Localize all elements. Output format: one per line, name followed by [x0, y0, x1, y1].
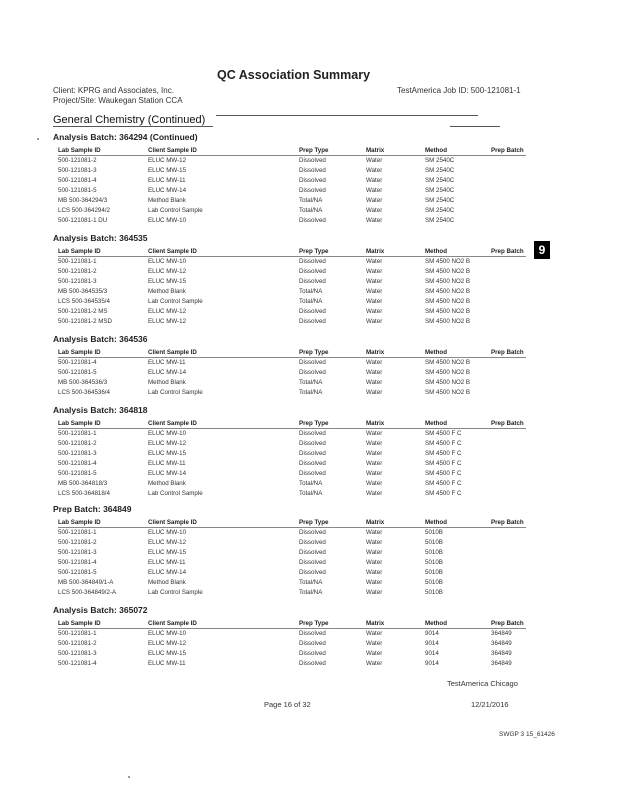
table-cell: Water: [366, 529, 383, 536]
table-cell: SM 4500 NO2 B: [425, 389, 471, 396]
table-cell: SM 2540C: [425, 177, 455, 184]
column-header: Prep Batch: [491, 147, 524, 154]
table-cell: Lab Control Sample: [148, 207, 203, 214]
footer-date: 12/21/2016: [471, 700, 509, 709]
batch-title: Analysis Batch: 364818: [53, 405, 148, 415]
table-cell: ELUC MW-12: [148, 440, 187, 447]
table-cell: Water: [366, 539, 383, 546]
table-cell: Water: [366, 579, 383, 586]
column-header: Client Sample ID: [148, 519, 197, 526]
client-name: Client: KPRG and Associates, Inc.: [53, 86, 174, 95]
table-cell: Dissolved: [299, 660, 326, 667]
column-header: Matrix: [366, 349, 385, 356]
column-header: Method: [425, 147, 447, 154]
table-cell: SM 4500 NO2 B: [425, 308, 471, 315]
table-cell: Dissolved: [299, 217, 326, 224]
table-cell: Dissolved: [299, 369, 326, 376]
table-cell: SM 4500 NO2 B: [425, 278, 471, 285]
table-cell: 500-121081-2: [58, 440, 97, 447]
scan-speck: [37, 138, 39, 140]
table-cell: SM 2540C: [425, 157, 455, 164]
table-cell: Dissolved: [299, 630, 326, 637]
table-cell: Total/NA: [299, 197, 323, 204]
table-cell: ELUC MW-15: [148, 549, 187, 556]
table-cell: Dissolved: [299, 278, 326, 285]
table-cell: Water: [366, 660, 383, 667]
column-header: Prep Type: [299, 420, 329, 427]
footer-lab: TestAmerica Chicago: [447, 679, 518, 688]
table-cell: Total/NA: [299, 288, 323, 295]
table-cell: Water: [366, 559, 383, 566]
column-header: Client Sample ID: [148, 620, 197, 627]
table-cell: Water: [366, 157, 383, 164]
table-cell: ELUC MW-15: [148, 650, 187, 657]
section-title: General Chemistry (Continued): [53, 114, 206, 126]
table-cell: Water: [366, 389, 383, 396]
table-cell: 500-121081-2: [58, 268, 97, 275]
column-header: Method: [425, 519, 447, 526]
table-cell: 364849: [491, 630, 512, 637]
table-cell: Method Blank: [148, 379, 186, 386]
table-cell: 364849: [491, 640, 512, 647]
table-cell: Water: [366, 288, 383, 295]
column-header: Matrix: [366, 420, 385, 427]
table-cell: 500-121081-4: [58, 177, 97, 184]
batch-title: Analysis Batch: 364536: [53, 334, 148, 344]
table-cell: SM 4500 NO2 B: [425, 359, 471, 366]
table-cell: 9014: [425, 650, 439, 657]
table-cell: Dissolved: [299, 640, 326, 647]
column-header: Matrix: [366, 620, 385, 627]
table-cell: Water: [366, 167, 383, 174]
table-cell: ELUC MW-10: [148, 430, 187, 437]
column-header: Matrix: [366, 248, 385, 255]
table-cell: Dissolved: [299, 157, 326, 164]
table-cell: ELUC MW-11: [148, 460, 186, 467]
column-header: Prep Type: [299, 248, 329, 255]
table-cell: Water: [366, 308, 383, 315]
header-rule: [58, 428, 526, 429]
table-cell: Dissolved: [299, 470, 326, 477]
table-cell: 9014: [425, 630, 439, 637]
table-cell: SM 4500 F C: [425, 440, 462, 447]
table-cell: Water: [366, 470, 383, 477]
column-header: Prep Type: [299, 620, 329, 627]
table-cell: Dissolved: [299, 559, 326, 566]
table-cell: 5010B: [425, 549, 443, 556]
table-cell: ELUC MW-12: [148, 308, 187, 315]
section-rule-right: [450, 126, 500, 127]
header-rule: [58, 155, 526, 156]
column-header: Prep Batch: [491, 349, 524, 356]
column-header: Method: [425, 248, 447, 255]
table-cell: LCS 500-364849/2-A: [58, 589, 117, 596]
table-cell: LCS 500-364535/4: [58, 298, 110, 305]
table-cell: MB 500-364535/3: [58, 288, 108, 295]
table-cell: 9014: [425, 640, 439, 647]
batch-title: Analysis Batch: 365072: [53, 605, 148, 615]
table-cell: Total/NA: [299, 579, 323, 586]
table-cell: Dissolved: [299, 539, 326, 546]
table-cell: Water: [366, 197, 383, 204]
table-cell: 364849: [491, 660, 512, 667]
table-cell: 500-121081-3: [58, 167, 97, 174]
table-cell: Lab Control Sample: [148, 490, 203, 497]
table-cell: 500-121081-2 MSD: [58, 318, 113, 325]
table-cell: 500-121081-2: [58, 157, 97, 164]
table-cell: ELUC MW-15: [148, 278, 187, 285]
table-cell: ELUC MW-10: [148, 630, 187, 637]
column-header: Prep Batch: [491, 248, 524, 255]
table-cell: ELUC MW-12: [148, 539, 187, 546]
batch-title: Prep Batch: 364849: [53, 504, 132, 514]
column-header: Matrix: [366, 519, 385, 526]
table-cell: Dissolved: [299, 549, 326, 556]
table-cell: Water: [366, 569, 383, 576]
table-cell: 364849: [491, 650, 512, 657]
table-cell: SM 4500 F C: [425, 450, 462, 457]
table-cell: Total/NA: [299, 389, 323, 396]
table-cell: Dissolved: [299, 460, 326, 467]
table-cell: Dissolved: [299, 318, 326, 325]
project-site: Project/Site: Waukegan Station CCA: [53, 96, 183, 105]
table-cell: 500-121081-5: [58, 369, 97, 376]
table-cell: 5010B: [425, 589, 443, 596]
table-cell: 500-121081-3: [58, 650, 97, 657]
table-cell: 500-121081-2 MS: [58, 308, 108, 315]
section-tab-marker: 9: [534, 241, 550, 259]
table-cell: Dissolved: [299, 177, 326, 184]
footer-page: Page 16 of 32: [264, 700, 311, 709]
table-cell: Method Blank: [148, 197, 186, 204]
table-cell: Dissolved: [299, 650, 326, 657]
table-cell: SM 4500 NO2 B: [425, 298, 471, 305]
table-cell: Water: [366, 480, 383, 487]
table-cell: ELUC MW-10: [148, 529, 187, 536]
table-cell: ELUC MW-12: [148, 318, 187, 325]
table-cell: Dissolved: [299, 167, 326, 174]
column-header: Matrix: [366, 147, 385, 154]
column-header: Client Sample ID: [148, 147, 197, 154]
table-cell: SM 4500 F C: [425, 460, 462, 467]
table-cell: Dissolved: [299, 440, 326, 447]
column-header: Lab Sample ID: [58, 519, 101, 526]
table-cell: SM 4500 NO2 B: [425, 369, 471, 376]
table-cell: MB 500-364818/3: [58, 480, 108, 487]
table-cell: Water: [366, 217, 383, 224]
table-cell: Water: [366, 369, 383, 376]
header-rule: [58, 357, 526, 358]
table-cell: 5010B: [425, 539, 443, 546]
scan-speck: [128, 776, 130, 778]
table-cell: 9014: [425, 660, 439, 667]
table-cell: 500-121081-5: [58, 569, 97, 576]
table-cell: Water: [366, 440, 383, 447]
table-cell: Dissolved: [299, 359, 326, 366]
page-title: QC Association Summary: [217, 68, 371, 82]
table-cell: LCS 500-364294/2: [58, 207, 110, 214]
table-cell: Water: [366, 630, 383, 637]
table-cell: SM 2540C: [425, 217, 455, 224]
column-header: Prep Type: [299, 147, 329, 154]
column-header: Lab Sample ID: [58, 248, 101, 255]
column-header: Method: [425, 620, 447, 627]
table-cell: Water: [366, 187, 383, 194]
table-cell: SM 4500 F C: [425, 470, 462, 477]
table-cell: SM 4500 NO2 B: [425, 318, 471, 325]
table-cell: MB 500-364536/3: [58, 379, 108, 386]
table-cell: 500-121081-3: [58, 278, 97, 285]
table-cell: SM 4500 F C: [425, 490, 462, 497]
table-cell: ELUC MW-11: [148, 660, 186, 667]
table-cell: Total/NA: [299, 490, 323, 497]
header-rule: [58, 527, 526, 528]
table-cell: ELUC MW-14: [148, 187, 187, 194]
table-cell: SM 4500 F C: [425, 430, 462, 437]
table-cell: MB 500-364849/1-A: [58, 579, 114, 586]
column-header: Client Sample ID: [148, 248, 197, 255]
table-cell: 500-121081-1: [58, 529, 97, 536]
table-cell: ELUC MW-12: [148, 157, 187, 164]
table-cell: Dissolved: [299, 187, 326, 194]
table-cell: SM 2540C: [425, 167, 455, 174]
table-cell: SM 2540C: [425, 197, 455, 204]
table-cell: Dissolved: [299, 268, 326, 275]
column-header: Lab Sample ID: [58, 620, 101, 627]
table-cell: Lab Control Sample: [148, 589, 203, 596]
table-cell: Water: [366, 278, 383, 285]
table-cell: Water: [366, 430, 383, 437]
column-header: Prep Type: [299, 519, 329, 526]
table-cell: Dissolved: [299, 529, 326, 536]
table-cell: Lab Control Sample: [148, 389, 203, 396]
table-cell: LCS 500-364818/4: [58, 490, 110, 497]
table-cell: 500-121081-1: [58, 630, 97, 637]
table-cell: Method Blank: [148, 480, 186, 487]
column-header: Client Sample ID: [148, 349, 197, 356]
header-rule: [58, 628, 526, 629]
table-cell: Water: [366, 589, 383, 596]
table-cell: ELUC MW-15: [148, 167, 187, 174]
table-cell: ELUC MW-14: [148, 470, 187, 477]
footer-code: SWGP 3 15_61426: [499, 731, 555, 738]
table-cell: Dissolved: [299, 450, 326, 457]
table-cell: ELUC MW-11: [148, 177, 186, 184]
batch-title: Analysis Batch: 364535: [53, 233, 148, 243]
table-cell: Dissolved: [299, 308, 326, 315]
table-cell: LCS 500-364536/4: [58, 389, 110, 396]
table-cell: SM 4500 F C: [425, 480, 462, 487]
table-cell: Water: [366, 207, 383, 214]
table-cell: ELUC MW-12: [148, 640, 187, 647]
table-cell: 5010B: [425, 559, 443, 566]
table-cell: 500-121081-2: [58, 539, 97, 546]
table-cell: MB 500-364294/3: [58, 197, 108, 204]
table-cell: 500-121081-3: [58, 450, 97, 457]
table-cell: 500-121081-4: [58, 660, 97, 667]
column-header: Method: [425, 420, 447, 427]
table-cell: 500-121081-2: [58, 640, 97, 647]
column-header: Lab Sample ID: [58, 147, 101, 154]
table-cell: SM 4500 NO2 B: [425, 268, 471, 275]
table-cell: Dissolved: [299, 569, 326, 576]
table-cell: SM 2540C: [425, 207, 455, 214]
job-id: TestAmerica Job ID: 500-121081-1: [397, 86, 521, 95]
table-cell: Water: [366, 359, 383, 366]
table-cell: Dissolved: [299, 430, 326, 437]
table-cell: SM 4500 NO2 B: [425, 379, 471, 386]
table-cell: Method Blank: [148, 579, 186, 586]
table-cell: Water: [366, 258, 383, 265]
table-cell: Total/NA: [299, 379, 323, 386]
table-cell: Total/NA: [299, 207, 323, 214]
header-rule: [58, 256, 526, 257]
column-header: Client Sample ID: [148, 420, 197, 427]
table-cell: Water: [366, 450, 383, 457]
table-cell: Water: [366, 549, 383, 556]
table-cell: 500-121081-5: [58, 470, 97, 477]
column-header: Prep Batch: [491, 519, 524, 526]
table-cell: ELUC MW-10: [148, 258, 187, 265]
table-cell: ELUC MW-11: [148, 359, 186, 366]
table-cell: 500-121081-4: [58, 559, 97, 566]
table-cell: Total/NA: [299, 298, 323, 305]
table-cell: Water: [366, 490, 383, 497]
table-cell: ELUC MW-14: [148, 569, 187, 576]
table-cell: Method Blank: [148, 288, 186, 295]
table-cell: Water: [366, 268, 383, 275]
table-cell: Lab Control Sample: [148, 298, 203, 305]
section-underline: [53, 126, 213, 127]
table-cell: 500-121081-5: [58, 187, 97, 194]
table-cell: 5010B: [425, 579, 443, 586]
table-cell: 500-121081-1: [58, 258, 97, 265]
table-cell: Water: [366, 650, 383, 657]
table-cell: ELUC MW-15: [148, 450, 187, 457]
column-header: Lab Sample ID: [58, 420, 101, 427]
table-cell: 500-121081-3: [58, 549, 97, 556]
column-header: Prep Type: [299, 349, 329, 356]
table-cell: ELUC MW-10: [148, 217, 187, 224]
table-cell: SM 4500 NO2 B: [425, 288, 471, 295]
table-cell: ELUC MW-12: [148, 268, 187, 275]
column-header: Prep Batch: [491, 620, 524, 627]
table-cell: 5010B: [425, 569, 443, 576]
table-cell: Total/NA: [299, 589, 323, 596]
table-cell: ELUC MW-14: [148, 369, 187, 376]
table-cell: Water: [366, 640, 383, 647]
table-cell: SM 4500 NO2 B: [425, 258, 471, 265]
column-header: Lab Sample ID: [58, 349, 101, 356]
table-cell: SM 2540C: [425, 187, 455, 194]
column-header: Prep Batch: [491, 420, 524, 427]
table-cell: 500-121081-4: [58, 460, 97, 467]
table-cell: Water: [366, 298, 383, 305]
table-cell: ELUC MW-11: [148, 559, 186, 566]
table-cell: Water: [366, 318, 383, 325]
table-cell: Dissolved: [299, 258, 326, 265]
table-cell: Water: [366, 460, 383, 467]
batch-title: Analysis Batch: 364294 (Continued): [53, 132, 198, 142]
table-cell: Total/NA: [299, 480, 323, 487]
table-cell: Water: [366, 177, 383, 184]
table-cell: 5010B: [425, 529, 443, 536]
table-cell: 500-121081-1: [58, 430, 97, 437]
section-rule-top: [216, 115, 478, 116]
table-cell: 500-121081-4: [58, 359, 97, 366]
table-cell: 500-121081-1 DU: [58, 217, 108, 224]
table-cell: Water: [366, 379, 383, 386]
column-header: Method: [425, 349, 447, 356]
